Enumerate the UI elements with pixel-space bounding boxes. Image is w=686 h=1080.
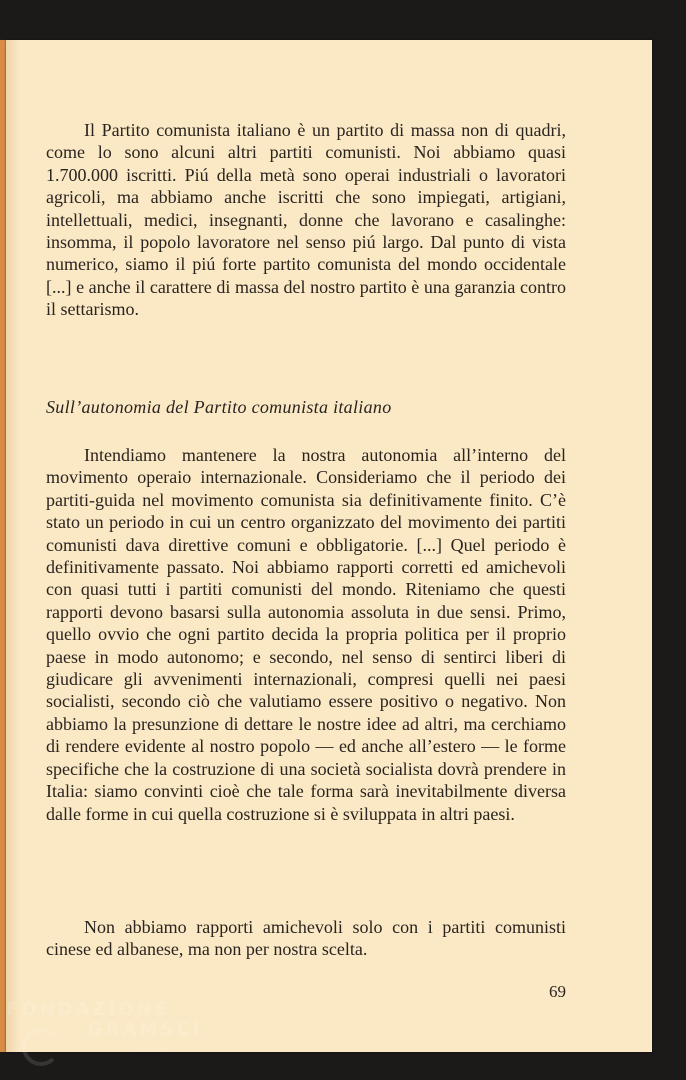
watermark-line-3: onlus bbox=[138, 1044, 170, 1055]
paragraph-1 bbox=[46, 119, 566, 321]
paragraph-2-text: Intendiamo mantenere la nostra autonomia all’interno del movimento operaio internazionale. Consideriamo che il periodo dei partiti-guida nel movimento comunista sia definitivamente finito. C’è stato un periodo in cui un centro organizzato del movimento dei partiti comunisti dava direttive comuni e obbligatorie. [...] Quel periodo è definitivamente passato. Noi abbiamo rapporti corretti ed amichevoli con quasi tutti i partiti comunisti del mondo. Riteniamo che questi rapporti devono basarsi sulla autonomia assoluta in due sensi. Primo, quello ovvio che ogni partito decida la propria politica per il proprio paese in modo autonomo; e secondo, nel senso di sentirci liberi di giudicare gli avvenimenti internazionali, compresi quelli nei paesi socialisti, secondo ciò che valutiamo essere positivo o negativo. Non abbiamo la presunzione di dettare le nostre idee ad altri, ma cerchiamo di rendere evidente al nostro popolo — ed anche all’estero — le forme specifiche che la costruzione di una società socialista dovrà prendere in Italia: siamo convinti cioè che tale forma sarà inevitabilmente diversa dalle forme in cui quella costruzione si è sviluppata in altri paesi. bbox=[46, 445, 566, 824]
paragraph-1-text: Il Partito comunista italiano è un partito di massa non di quadri, come lo sono alcuni altri partiti comunisti. Noi abbiamo quasi 1.700.000 iscritti. Piú della metà sono operai industriali o lavoratori agricoli, ma abbiamo anche iscritti che sono impiegati, artigiani, intellettuali, medici, insegnanti, donne che lavorano e casalinghe: insomma, il popolo lavoratore nel senso piú largo. Dal punto di vista numerico, siamo il piú forte partito comunista del mondo occidentale [...] e anche il carattere di massa del nostro partito è una garanzia contro il settarismo. bbox=[46, 120, 566, 320]
watermark bbox=[6, 1000, 202, 1060]
page-number: 69 bbox=[549, 982, 566, 1001]
book-page bbox=[6, 40, 652, 1052]
paragraph-3 bbox=[46, 916, 566, 961]
watermark-line-1: FONDAZIONE bbox=[6, 999, 170, 1020]
watermark-line-2: GRAMSCI bbox=[88, 1019, 203, 1040]
paragraph-3-text: Non abbiamo rapporti amichevoli solo con i partiti comunisti cinese ed albanese, ma non per nostra scelta. bbox=[46, 917, 566, 960]
paragraph-2 bbox=[46, 444, 566, 825]
section-heading: Sull’autonomia del Partito comunista italiano bbox=[46, 397, 392, 417]
